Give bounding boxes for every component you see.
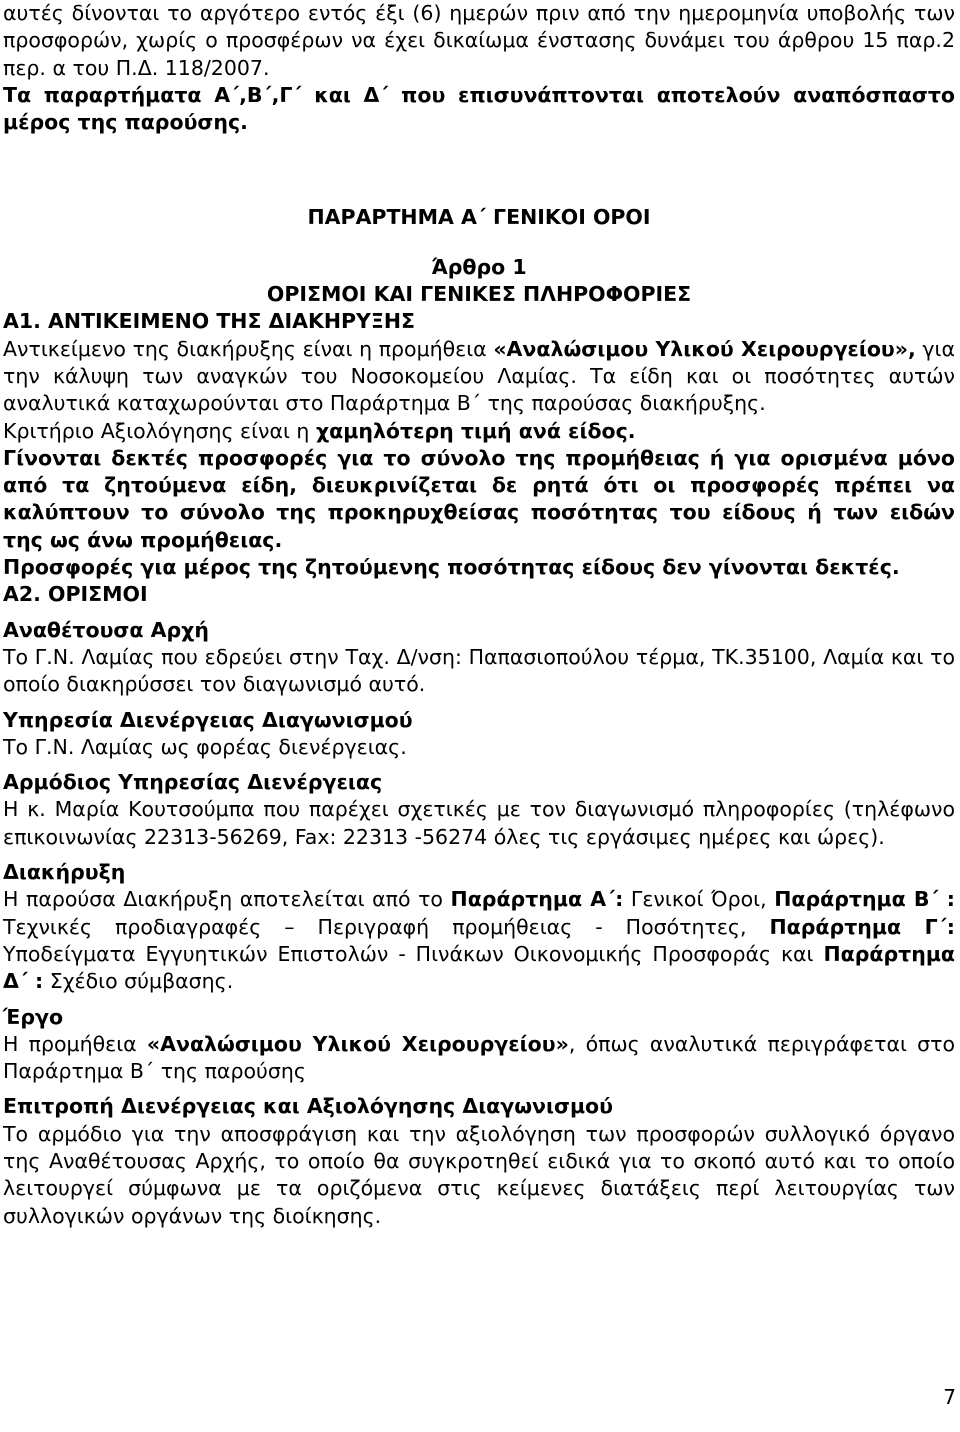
declaration-text-3: Τεχνικές προδιαγραφές – Περιγραφή προμήθειας - Ποσότητες, xyxy=(3,914,770,939)
page-number: 7 xyxy=(943,1385,956,1409)
a2-heading: Α2. ΟΡΙΣΜΟΙ xyxy=(3,582,148,607)
work-bold: «Αναλώσιμου Υλικού Χειρουργείου» xyxy=(146,1031,569,1056)
a1-subject-rest: για την κάλυψη των αναγκών του Νοσοκομείου Λαμίας. Τα είδη και οι ποσότητες αυτών αναλυτικά καταχωρούνται στο Παράρτημα Β΄ της παρούσας διακήρυξης. xyxy=(3,336,955,416)
work-text-2: , όπως αναλυτικά περιγράφεται στο Παράρτημα Β΄ της παρούσης xyxy=(3,1031,956,1084)
competent-title: Αρμόδιος Υπηρεσίας Διενέργειας xyxy=(3,770,383,795)
competent-text: Η κ. Μαρία Κουτσούμπα που παρέχει σχετικές με τον διαγωνισμό πληροφορίες (τηλέφωνο επικοινωνίας 22313-56269, Fax: 22313 -56274 όλες τις εργάσιμες ημέρες και ώρες). xyxy=(3,797,955,849)
article-title: ΟΡΙΣΜΟΙ ΚΑΙ ΓΕΝΙΚΕΣ ΠΛΗΡΟΦΟΡΙΕΣ xyxy=(266,282,692,307)
criterion-bold: χαμηλότερη τιμή ανά είδος. xyxy=(315,418,636,443)
declaration-text-1: Η παρούσα Διακήρυξη αποτελείται από το xyxy=(3,887,451,912)
work-paragraph xyxy=(3,1031,955,1086)
annex-c-ref: Παράρτημα Γ΄: xyxy=(769,914,955,939)
criterion-paragraph xyxy=(3,418,955,445)
service-title: Υπηρεσία Διενέργειας Διαγωνισμού xyxy=(3,707,413,732)
a1-subject-bold: «Αναλώσιμου Υλικού Χειρουργείου», xyxy=(493,336,916,361)
a1-subject-paragraph xyxy=(3,336,955,418)
committee-text: Το αρμόδιο για την αποσφράγιση και την αξιολόγηση των προσφορών συλλογικό όργανο της Αναθέτουσας Αρχής, το οποίο θα συγκροτηθεί ειδικά για το σκοπό αυτό και το οποίο λειτουργεί σύμφωνα με τα οριζόμενα στις κείμενες διατάξεις περί λειτουργίας των συλλογικών οργάνων της διοίκησης. xyxy=(3,1121,955,1228)
a1-subject-text: Αντικείμενο της διακήρυξης είναι η προμήθεια xyxy=(3,336,494,361)
offers-whole-paragraph: Γίνονται δεκτές προσφορές για το σύνολο της προμήθειας ή για ορισμένα μόνο από τα ζητούμενα είδη, διευκρινίζεται δε ρητά ότι οι προσφορές πρέπει να καλύπτουν το σύνολο της προκηρυχθείσας ποσότητας του είδους ή των ειδών της ως άνω προμήθειας. xyxy=(3,445,955,552)
offers-part-paragraph: Προσφορές για μέρος της ζητούμενης ποσότητας είδους δεν γίνονται δεκτές. xyxy=(3,555,900,580)
declaration-text-4: Υποδείγματα Εγγυητικών Επιστολών - Πινάκων Οικονομικής Προσφοράς και xyxy=(3,941,824,966)
declaration-paragraph xyxy=(3,886,955,995)
service-text: Το Γ.Ν. Λαμίας ως φορέας διενέργειας. xyxy=(3,734,407,759)
annex-title: ΠΑΡΑΡΤΗΜΑ Α΄ ΓΕΝΙΚΟΙ ΟΡΟΙ xyxy=(307,205,651,230)
declaration-title: Διακήρυξη xyxy=(3,860,126,885)
annex-b-ref: Παράρτημα Β΄ : xyxy=(774,887,955,912)
annex-a-ref: Παράρτημα Α΄: xyxy=(450,887,624,912)
work-title: Έργο xyxy=(3,1004,64,1029)
annex-d-ref: Παράρτημα Δ΄ : xyxy=(3,941,955,994)
authority-text: Το Γ.Ν. Λαμίας που εδρεύει στην Ταχ. Δ/νση: Παπασιοπούλου τέρμα, ΤΚ.35100, Λαμία και το οποίο διακηρύσσει τον διαγωνισμό αυτό. xyxy=(3,644,955,697)
work-text-1: Η προμήθεια xyxy=(3,1031,147,1056)
declaration-text-5: Σχέδιο σύμβασης. xyxy=(43,969,234,994)
a1-heading: Α1. ΑΝΤΙΚΕΙΜΕΝΟ ΤΗΣ ΔΙΑΚΗΡΥΞΗΣ xyxy=(3,309,415,334)
authority-title: Αναθέτουσα Αρχή xyxy=(3,617,209,642)
intro-paragraph: αυτές δίνονται το αργότερο εντός έξι (6) ημερών πριν από την ημερομηνία υποβολής των προσφορών, χωρίς ο προσφέρων να έχει δικαίωμα ένστασης δυνάμει του άρθρου 15 παρ.2 περ. α του Π.Δ. 118/2007. xyxy=(3,1,955,80)
document-page xyxy=(3,0,955,1230)
criterion-text: Κριτήριο Αξιολόγησης είναι η xyxy=(3,418,316,443)
declaration-text-2: Γενικοί Όροι, xyxy=(623,887,775,912)
annexes-paragraph: Τα παραρτήματα Α΄,Β΄,Γ΄ και Δ΄ που επισυνάπτονται αποτελούν αναπόσπαστο μέρος της παρούσης. xyxy=(3,82,955,135)
article-number: Άρθρο 1 xyxy=(431,254,527,279)
committee-title: Επιτροπή Διενέργειας και Αξιολόγησης Διαγωνισμού xyxy=(3,1094,613,1119)
